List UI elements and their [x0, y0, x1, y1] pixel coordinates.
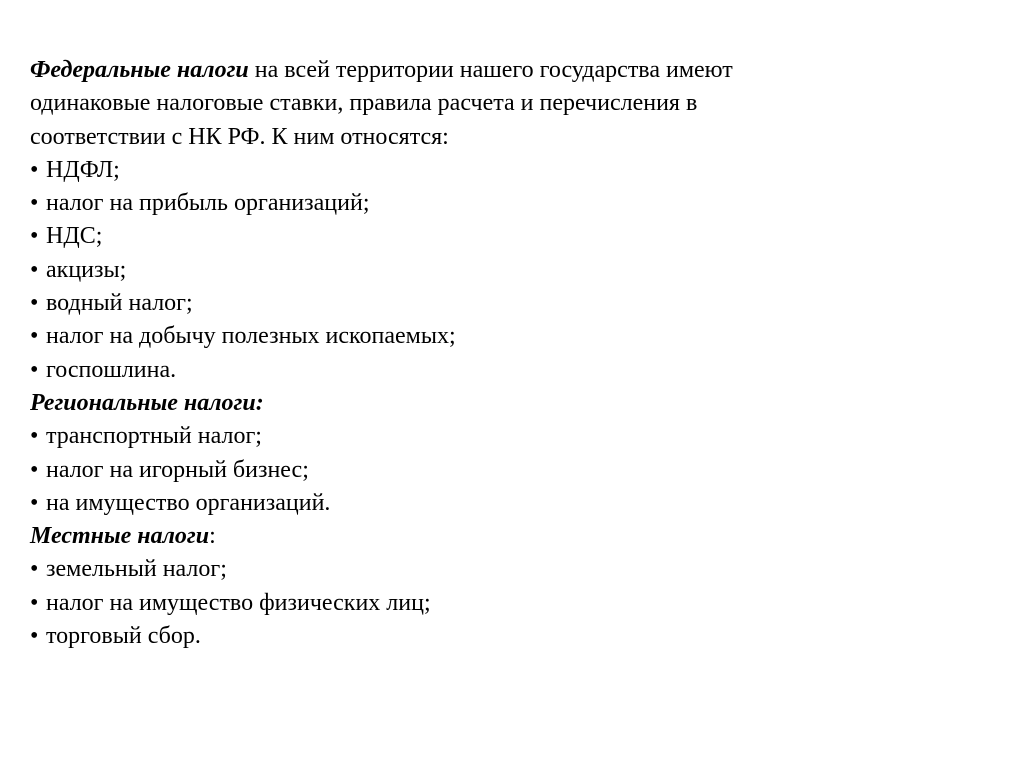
- bullet-icon: •: [30, 156, 39, 183]
- slide-text: [30, 54, 990, 653]
- bullet-icon: •: [30, 256, 39, 283]
- regional-heading-line: [30, 387, 990, 420]
- federal-intro-line-1: [30, 54, 990, 87]
- bullet-icon: •: [30, 623, 39, 650]
- bullet-icon: •: [30, 456, 39, 483]
- list-item-text: земельный налог;: [46, 556, 227, 583]
- list-item-text: налог на игорный бизнес;: [46, 456, 309, 483]
- local-heading: Местные налоги: [30, 523, 210, 550]
- bullet-icon: •: [30, 356, 39, 383]
- list-item-text: транспортный налог;: [46, 423, 262, 450]
- list-item: [30, 220, 990, 253]
- federal-heading: Федеральные налоги: [30, 57, 249, 83]
- list-item: [30, 354, 990, 387]
- list-item: [30, 287, 990, 320]
- regional-heading: Региональные налоги:: [30, 389, 264, 416]
- local-heading-line: [30, 520, 990, 553]
- bullet-icon: •: [30, 290, 39, 317]
- list-item: [30, 320, 990, 353]
- list-item: [30, 187, 990, 220]
- list-item-text: госпошлина.: [46, 356, 177, 383]
- list-item-text: акцизы;: [46, 256, 127, 283]
- list-item: [30, 620, 990, 653]
- list-item-text: НДФЛ;: [46, 156, 120, 183]
- list-item: [30, 587, 990, 620]
- list-item: [30, 420, 990, 453]
- list-item-text: налог на добычу полезных ископаемых;: [46, 323, 456, 350]
- list-item: [30, 254, 990, 287]
- list-item: [30, 454, 990, 487]
- federal-intro-text: на всей территории нашего государства имеют: [248, 57, 733, 83]
- local-heading-suffix: :: [209, 523, 216, 550]
- list-item-text: на имущество организаций.: [46, 489, 331, 516]
- bullet-icon: •: [30, 323, 39, 350]
- list-item-text: торговый сбор.: [46, 623, 201, 650]
- list-item: [30, 487, 990, 520]
- list-item: [30, 553, 990, 586]
- list-item-text: водный налог;: [46, 290, 193, 317]
- list-item-text: налог на имущество физических лиц;: [46, 589, 431, 616]
- list-item: [30, 154, 990, 187]
- bullet-icon: •: [30, 423, 39, 450]
- bullet-icon: •: [30, 223, 39, 250]
- list-item-text: налог на прибыль организаций;: [46, 190, 370, 217]
- federal-intro-line-2: одинаковые налоговые ставки, правила расчета и перечисления в: [30, 90, 698, 117]
- bullet-icon: •: [30, 589, 39, 616]
- bullet-icon: •: [30, 556, 39, 583]
- bullet-icon: •: [30, 190, 39, 217]
- bullet-icon: •: [30, 489, 39, 516]
- federal-intro-line-3: соответствии с НК РФ. К ним относятся:: [30, 123, 449, 150]
- list-item-text: НДС;: [46, 223, 103, 250]
